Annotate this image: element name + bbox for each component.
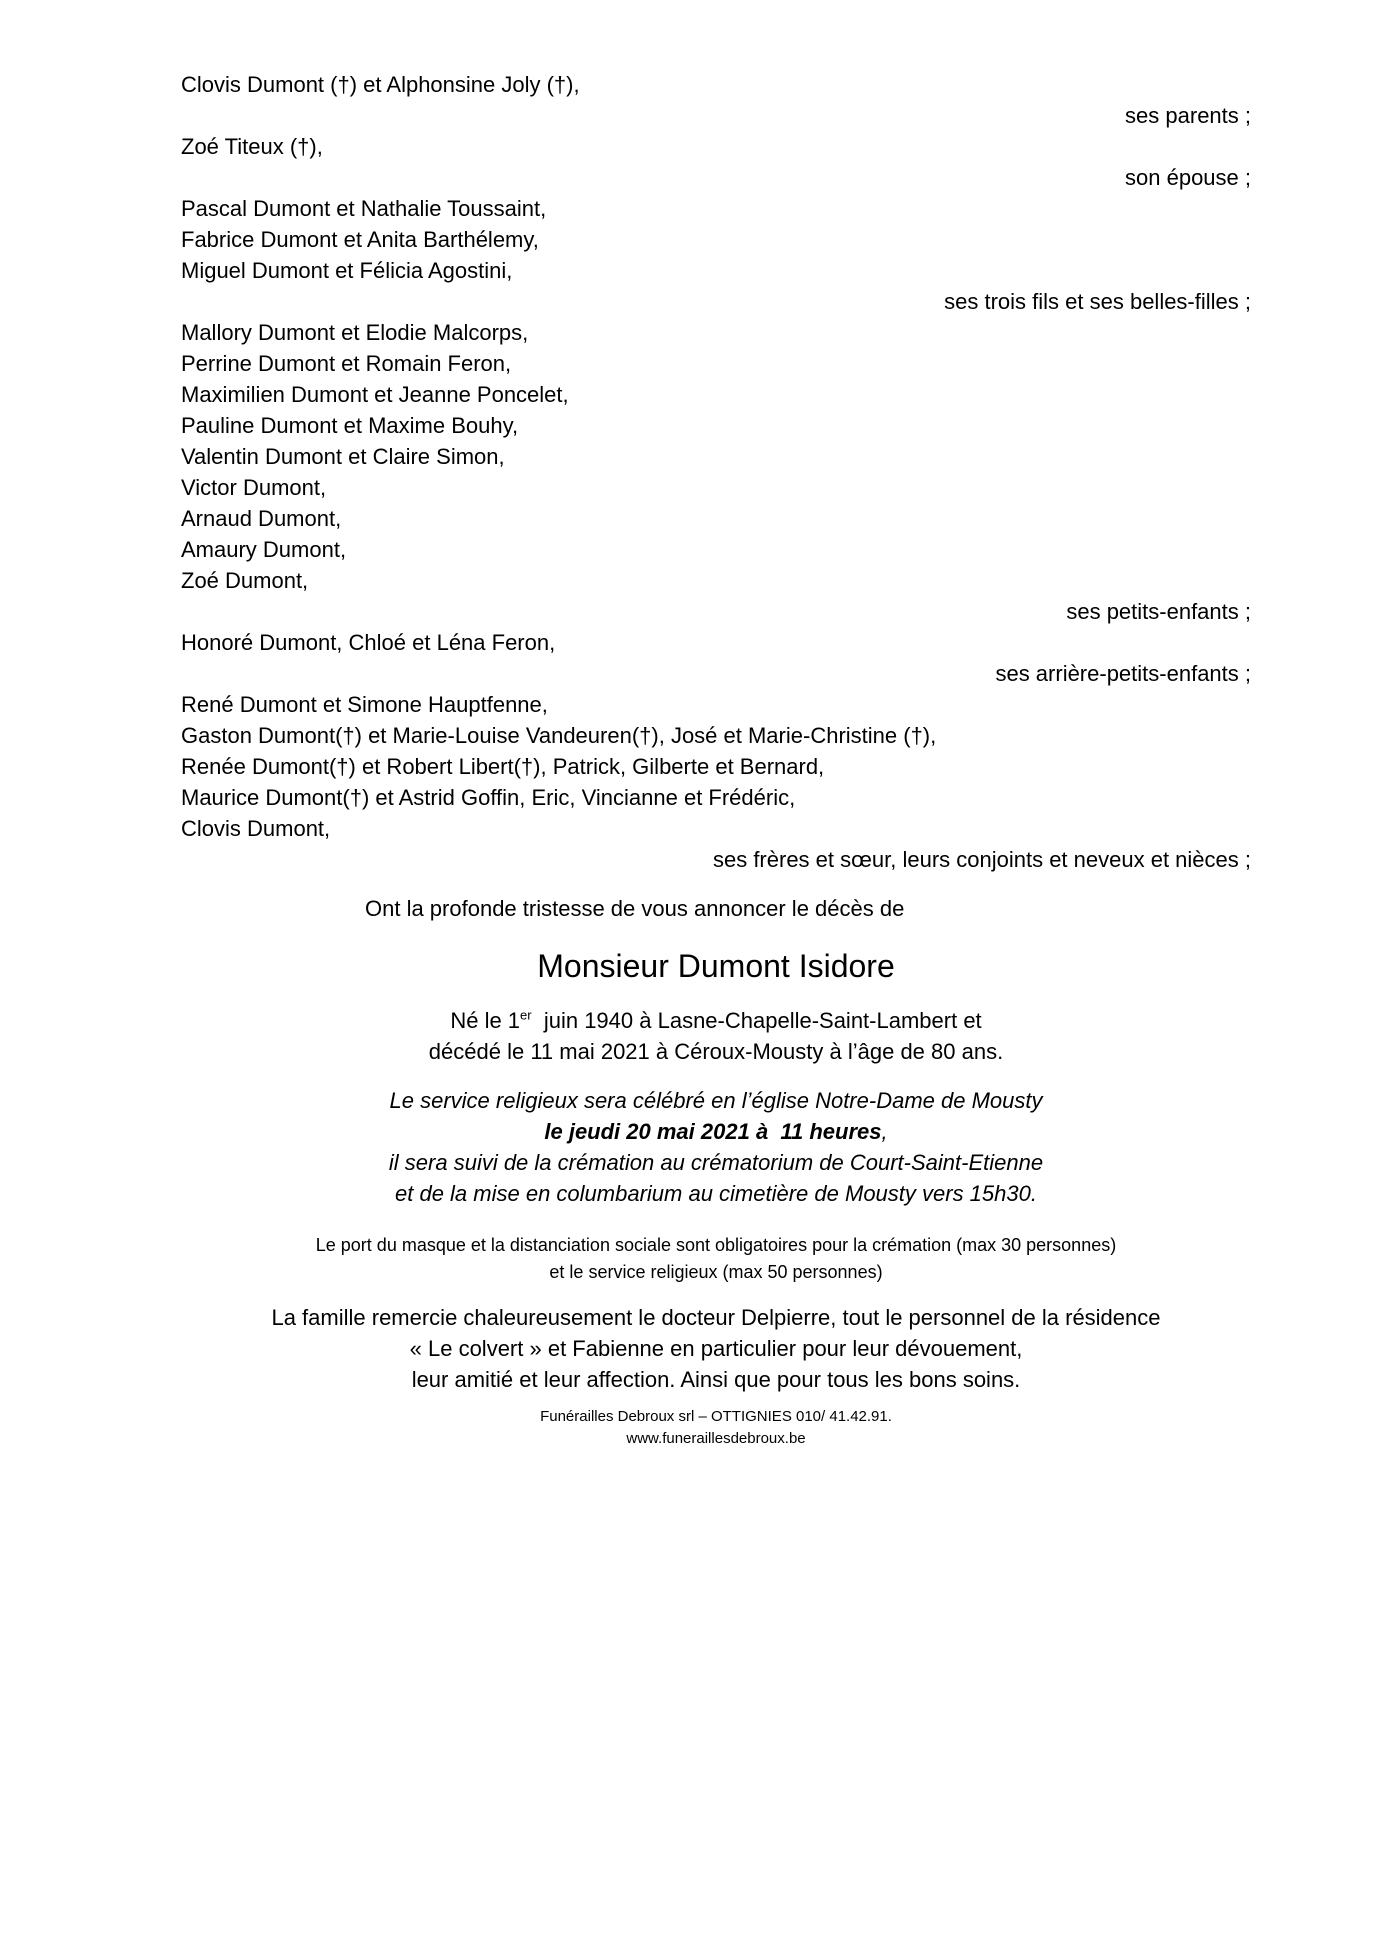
- sibling-line: Clovis Dumont,: [181, 816, 331, 841]
- service-date: le jeudi 20 mai 2021 à 11 heures: [544, 1119, 882, 1144]
- funeral-home-website: www.funeraillesdebroux.be: [626, 1430, 806, 1447]
- son-line: Miguel Dumont et Félicia Agostini,: [181, 258, 513, 283]
- parents-role: ses parents ;: [1125, 103, 1251, 128]
- birth-prefix: Né le 1: [450, 1008, 521, 1033]
- funeral-home-contact: Funérailles Debroux srl – OTTIGNIES 010/ 41.42.91.: [540, 1408, 892, 1425]
- service-date-comma: ,: [881, 1119, 888, 1144]
- grandchild-line: Maximilien Dumont et Jeanne Poncelet,: [181, 382, 569, 407]
- birth-ordinal: er: [520, 1007, 532, 1023]
- birth-line: [181, 1005, 1251, 1036]
- service-date-line: [181, 1116, 1251, 1147]
- family-list: [181, 69, 1251, 875]
- spouse-role: son épouse ;: [1125, 165, 1251, 190]
- grandchildren-role: ses petits-enfants ;: [1066, 599, 1251, 624]
- grandchild-line: Amaury Dumont,: [181, 537, 347, 562]
- thanks-line: « Le colvert » et Fabienne en particulier pour leur dévouement,: [409, 1336, 1023, 1361]
- sibling-line: Renée Dumont(†) et Robert Libert(†), Patrick, Gilberte et Bernard,: [181, 754, 825, 779]
- great-grandchildren-role: ses arrière-petits-enfants ;: [995, 661, 1251, 686]
- health-notice-line: Le port du masque et la distanciation sociale sont obligatoires pour la crémation (max 30 personnes): [315, 1235, 1117, 1255]
- grandchild-line: Perrine Dumont et Romain Feron,: [181, 351, 512, 376]
- son-line: Pascal Dumont et Nathalie Toussaint,: [181, 196, 547, 221]
- parents-line: Clovis Dumont (†) et Alphonsine Joly (†),: [181, 72, 580, 97]
- announcement-intro: Ont la profonde tristesse de vous annoncer le décès de: [365, 896, 905, 921]
- sibling-line: Maurice Dumont(†) et Astrid Goffin, Eric, Vincianne et Frédéric,: [181, 785, 796, 810]
- grandchild-line: Zoé Dumont,: [181, 568, 309, 593]
- death-line: décédé le 11 mai 2021 à Céroux-Mousty à l’âge de 80 ans.: [428, 1039, 1004, 1064]
- service-line: Le service religieux sera célébré en l’église Notre-Dame de Mousty: [389, 1088, 1043, 1113]
- grandchild-line: Valentin Dumont et Claire Simon,: [181, 444, 505, 469]
- grandchild-line: Mallory Dumont et Elodie Malcorps,: [181, 320, 529, 345]
- grandchild-line: Victor Dumont,: [181, 475, 327, 500]
- siblings-role: ses frères et sœur, leurs conjoints et neveux et nièces ;: [712, 847, 1251, 872]
- birth-suffix: juin 1940 à Lasne-Chapelle-Saint-Lambert et: [531, 1008, 982, 1033]
- sons-role: ses trois fils et ses belles-filles ;: [944, 289, 1251, 314]
- spouse-line: Zoé Titeux (†),: [181, 134, 323, 159]
- deceased-name: Monsieur Dumont Isidore: [537, 948, 895, 984]
- grandchild-line: Pauline Dumont et Maxime Bouhy,: [181, 413, 519, 438]
- thanks-line: leur amitié et leur affection. Ainsi que pour tous les bons soins.: [411, 1367, 1021, 1392]
- health-notice-line: et le service religieux (max 50 personnes): [549, 1262, 883, 1282]
- service-line: il sera suivi de la crémation au crématorium de Court-Saint-Etienne: [388, 1150, 1044, 1175]
- grandchild-line: Arnaud Dumont,: [181, 506, 342, 531]
- service-line: et de la mise en columbarium au cimetière de Mousty vers 15h30.: [395, 1181, 1037, 1206]
- thanks-line: La famille remercie chaleureusement le docteur Delpierre, tout le personnel de la résidence: [271, 1305, 1161, 1330]
- sibling-line: René Dumont et Simone Hauptfenne,: [181, 692, 548, 717]
- great-grandchildren-line: Honoré Dumont, Chloé et Léna Feron,: [181, 630, 556, 655]
- son-line: Fabrice Dumont et Anita Barthélemy,: [181, 227, 539, 252]
- sibling-line: Gaston Dumont(†) et Marie-Louise Vandeuren(†), José et Marie-Christine (†),: [181, 723, 937, 748]
